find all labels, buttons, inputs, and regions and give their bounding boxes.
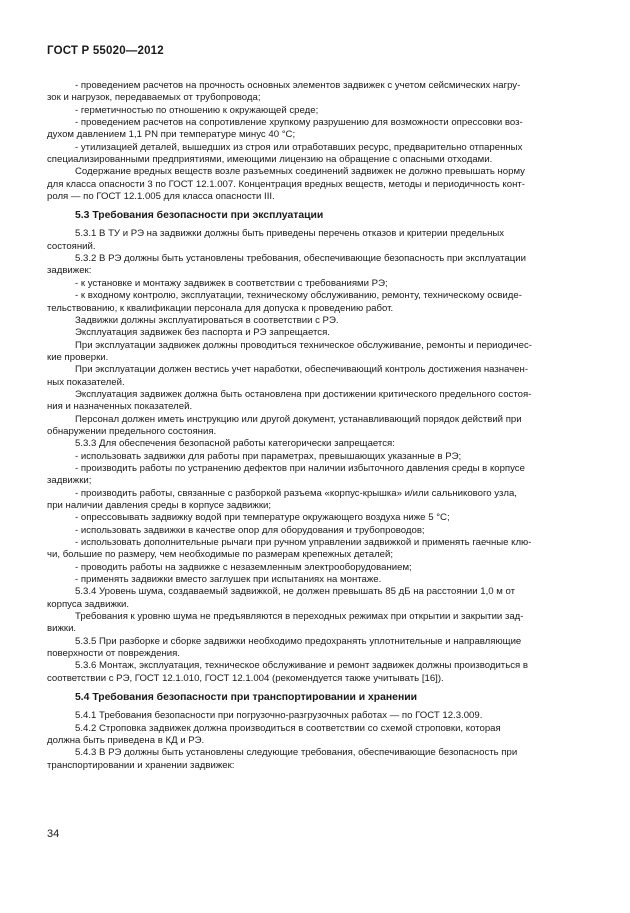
text-line: Персонал должен иметь инструкцию или другой документ, устанавливающий порядок действий при <box>75 413 522 425</box>
text-line: 5.3.1 В ТУ и РЭ на задвижки должны быть приведены перечень отказов и критерии предельных <box>75 228 505 240</box>
text-line: 5.3.4 Уровень шума, создаваемый задвижкой, не должен превышать 85 дБ на расстоянии 1,0 м от <box>75 586 516 598</box>
intro-paragraphs <box>47 80 587 203</box>
text-line: 5.4.3 В РЭ должны быть установлены следующие требования, обеспечивающие безопасность при <box>75 747 518 759</box>
section-heading-5-4: 5.4 Требования безопасности при транспортировании и хранении <box>75 692 418 704</box>
text-line: соответствии с РЭ, ГОСТ 12.1.010, ГОСТ 12.1.004 (рекомендуется также учитывать [16]). <box>47 672 444 684</box>
section-5-3-paragraphs <box>47 228 587 685</box>
text-line: Содержание вредных веществ возле разъемных соединений задвижек не должно превышать норму <box>75 166 525 178</box>
text-line: транспортировании и хранении задвижек: <box>47 759 235 771</box>
text-line: - проводить работы на задвижке с незаземленным электрооборудованием; <box>75 561 412 573</box>
text-line: роля — по ГОСТ 12.1.005 для класса опасности III. <box>47 191 275 203</box>
section-5-4-paragraphs <box>47 710 587 772</box>
text-line: При эксплуатации задвижек должны проводиться техническое обслуживание, ремонты и периодичес- <box>75 339 532 351</box>
text-line: ных показателей. <box>47 376 125 388</box>
text-line: - применять задвижки вместо заглушек при испытаниях на монтаже. <box>75 574 382 586</box>
text-line: кие проверки. <box>47 351 109 363</box>
text-line: корпуса задвижки. <box>47 598 130 610</box>
text-line: вижки. <box>47 623 77 635</box>
text-line: - герметичностью по отношению к окружающей среде; <box>75 104 319 116</box>
text-line: для класса опасности 3 по ГОСТ 12.1.007. Концентрация вредных веществ, методы и периодичность конт- <box>47 178 525 190</box>
text-line: - опрессовывать задвижку водой при температуре окружающего воздуха ниже 5 °С; <box>75 512 450 524</box>
text-line: - к установке и монтажу задвижек в соответствии с требованиями РЭ; <box>75 277 388 289</box>
text-line: 5.3.3 Для обеспечения безопасной работы категорически запрещается: <box>75 438 395 450</box>
text-line: духом давлением 1,1 PN при температуре минус 40 °С; <box>47 129 296 141</box>
text-line: 5.3.2 В РЭ должны быть установлены требования, обеспечивающие безопасность при эксплуатации <box>75 253 526 265</box>
text-line: При эксплуатации должен вестись учет наработки, обеспечивающий контроль достижения назначен- <box>75 364 529 376</box>
text-line: 5.3.6 Монтаж, эксплуатация, техническое обслуживание и ремонт задвижек должны производиться в <box>75 660 528 672</box>
text-line: Эксплуатация задвижек должна быть остановлена при достижении критического предельного состоя- <box>75 388 532 400</box>
text-line: специализированными предприятиями, имеющими лицензию на обращение с опасными отходами. <box>47 154 493 166</box>
page-header: ГОСТ Р 55020—2012 <box>47 45 164 57</box>
text-line: тельствованию, к квалификации персонала для допуска к проведению работ. <box>47 302 394 314</box>
text-line: - производить работы по устранению дефектов при наличии избыточного давления среды в корпусе <box>75 462 525 474</box>
section-heading-5-3: 5.3 Требования безопасности при эксплуатации <box>75 210 324 222</box>
text-line: при наличии давления среды в корпусе задвижки; <box>47 500 272 511</box>
text-line: Требования к уровню шума не предъявляются в переходных режимах при открытии и закрытии зад- <box>75 611 524 623</box>
text-line: Эксплуатация задвижек без паспорта и РЭ запрещается. <box>75 327 330 339</box>
text-line: зок и нагрузок, передаваемых от трубопровода; <box>47 92 261 104</box>
text-line: Задвижки должны эксплуатироваться в соответствии с РЭ. <box>75 314 339 326</box>
text-line: должна быть приведена в КД и РЭ. <box>47 734 205 746</box>
document-body <box>47 80 587 772</box>
page-number: 34 <box>47 828 60 840</box>
text-line: задвижек: <box>47 265 92 277</box>
text-line: 5.4.2 Строповка задвижек должна производиться в соответствии со схемой строповки, которая <box>75 722 501 734</box>
text-line: - производить работы, связанные с разборкой разъема «корпус-крышка» и/или сальникового узла, <box>75 487 517 499</box>
text-line: состояний. <box>47 240 96 252</box>
text-line: обнаружении предельного состояния. <box>47 425 217 437</box>
text-line: поверхности от повреждения. <box>47 648 180 660</box>
text-line: 5.3.5 При разборке и сборке задвижки необходимо предохранять уплотнительные и направляющие <box>75 635 522 647</box>
text-line: - проведением расчетов на прочность основных элементов задвижек с учетом сейсмических нагру- <box>75 80 521 91</box>
text-line: - проведением расчетов на сопротивление хрупкому разрушению для возможности опрессовки воз- <box>75 117 523 129</box>
text-line: - использовать задвижки для работы при параметрах, превышающих указанные в РЭ; <box>75 450 462 462</box>
text-line: - использовать задвижки в качестве опор для оборудования и трубопроводов; <box>75 524 425 536</box>
text-line: - утилизацией деталей, вышедших из строя или отработавших ресурс, предварительно отпаренных <box>75 141 523 153</box>
text-line: ния и назначенных показателей. <box>47 401 193 413</box>
text-line: - использовать дополнительные рычаги при ручном управлении задвижкой и применять гаечные клю- <box>75 537 532 549</box>
text-line: - к входному контролю, эксплуатации, техническому обслуживанию, ремонту, техническому освиде- <box>75 290 522 302</box>
text-line: 5.4.1 Требования безопасности при погрузочно-разгрузочных работах — по ГОСТ 12.3.009. <box>75 710 483 722</box>
text-line: чи, большие по размеру, чем необходимые по размерам крепежных деталей; <box>47 549 394 561</box>
text-line: задвижки; <box>47 475 92 487</box>
